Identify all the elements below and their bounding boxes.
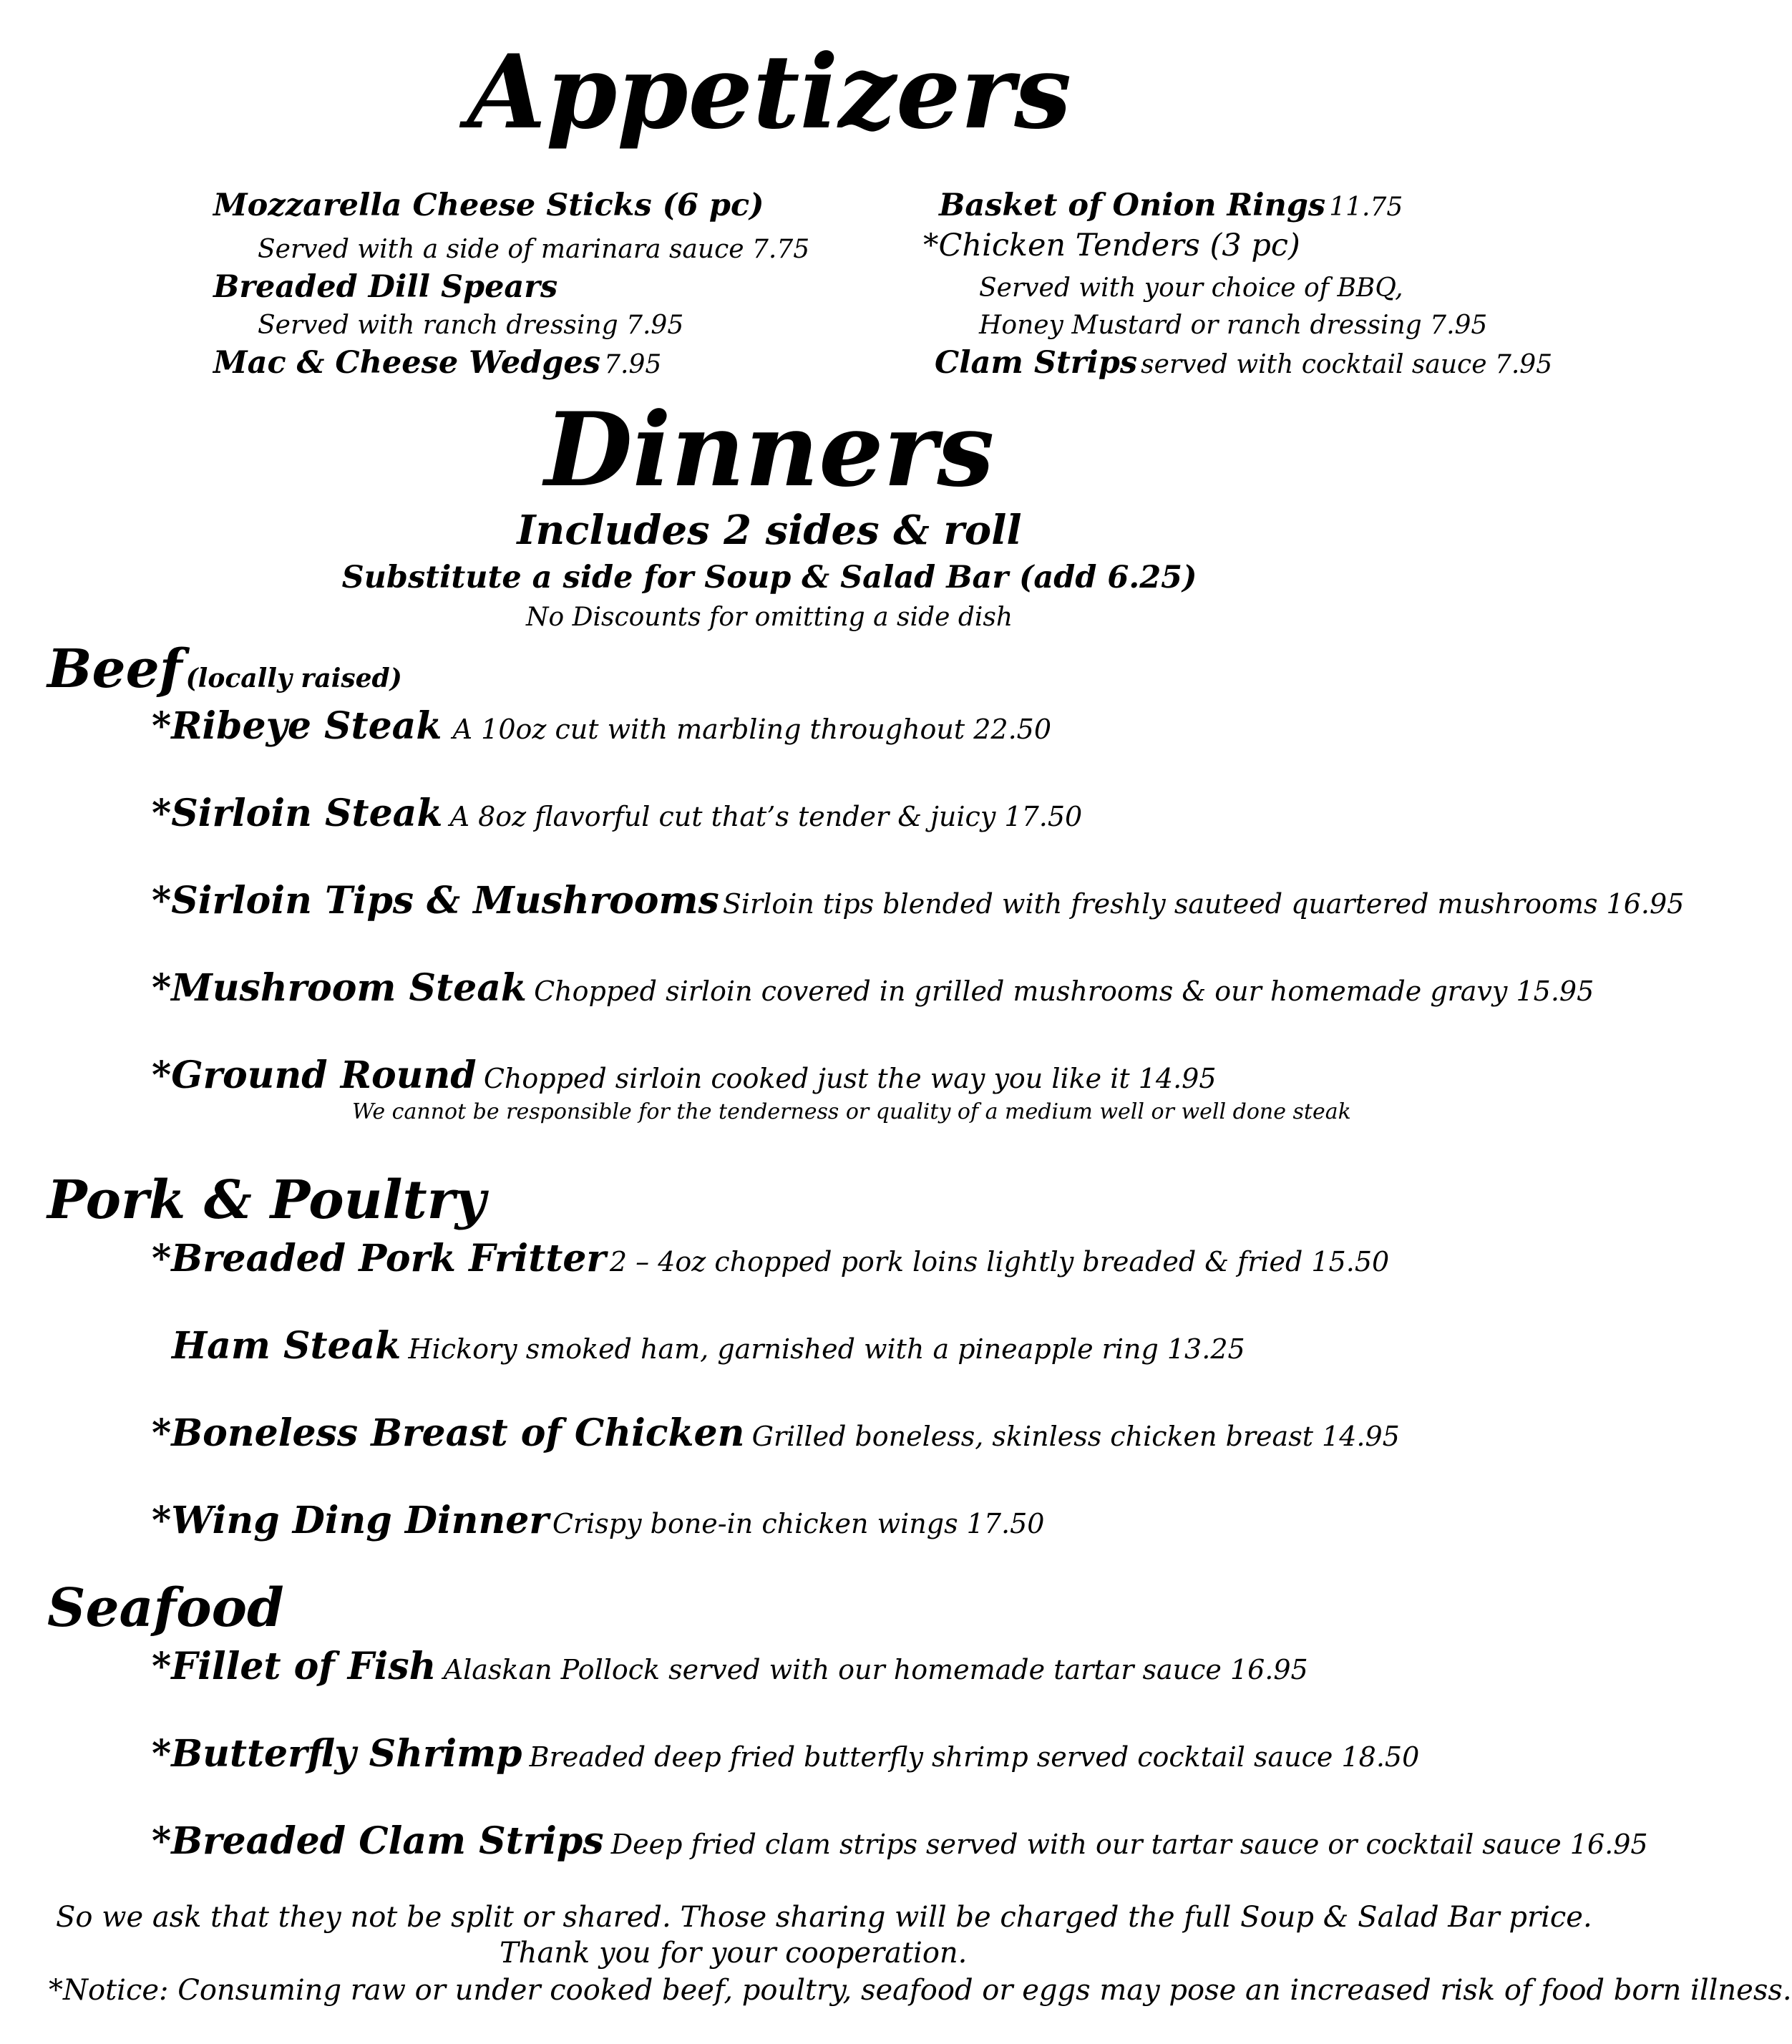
pork-poultry-item	[152, 1237, 1389, 1280]
beef-item-name: *Mushroom Steak	[152, 966, 527, 1010]
beef-item-name: *Sirloin Tips & Mushrooms	[152, 879, 719, 923]
beef-item-desc: Chopped sirloin cooked just the way you like it 14.95	[483, 1063, 1217, 1094]
beef-item-desc: A 10oz cut with marbling throughout 22.50	[452, 714, 1052, 745]
appetizers-title: Appetizers	[467, 33, 1072, 152]
appetizer-dill-name: Breaded Dill Spears	[213, 269, 558, 305]
seafood-item-desc: Breaded deep fried butterfly shrimp served cocktail sauce 18.50	[529, 1741, 1420, 1773]
dinners-no-discounts: No Discounts for omitting a side dish	[525, 603, 1013, 632]
beef-item	[152, 1053, 1217, 1097]
seafood-item-desc: Deep fried clam strips served with our tartar sauce or cocktail sauce 16.95	[610, 1829, 1648, 1860]
appetizer-mozzarella-name: Mozzarella Cheese Sticks (6 pc)	[213, 188, 764, 223]
appetizer-onion-price: 11.75	[1329, 193, 1403, 222]
beef-item	[152, 792, 1082, 835]
appetizer-clam-name: Clam Strips	[935, 345, 1138, 381]
pork-poultry-item	[172, 1324, 1245, 1368]
pork-poultry-item-desc: 2 – 4oz chopped pork loins lightly breaded & fried 15.50	[609, 1246, 1390, 1278]
dinners-title: Dinners	[544, 391, 995, 510]
dinners-includes: Includes 2 sides & roll	[517, 507, 1022, 554]
appetizer-clam-desc: served with cocktail sauce 7.95	[1141, 350, 1553, 379]
pork-poultry-item	[152, 1411, 1400, 1455]
appetizer-tenders-desc-2: Honey Mustard or ranch dressing 7.95	[979, 311, 1488, 340]
seafood-title: Seafood	[47, 1577, 284, 1639]
beef-item-name: *Ribeye Steak	[152, 704, 442, 748]
beef-title: Beef	[47, 638, 182, 700]
appetizer-mac-price: 7.95	[604, 350, 662, 379]
pork-poultry-item-name: *Boneless Breast of Chicken	[152, 1411, 745, 1455]
beef-subtitle: (locally raised)	[185, 663, 402, 694]
seafood-item	[152, 1819, 1648, 1863]
pork-poultry-item-desc: Hickory smoked ham, garnished with a pineapple ring 13.25	[408, 1333, 1245, 1365]
footer-thank-you: Thank you for your cooperation.	[500, 1937, 968, 1970]
beef-disclaimer: We cannot be responsible for the tenderness or quality of a medium well or well done steak	[352, 1099, 1351, 1124]
appetizer-dill-desc: Served with ranch dressing 7.95	[258, 311, 684, 340]
pork-poultry-item-name: *Wing Ding Dinner	[152, 1499, 549, 1542]
beef-item-name: *Ground Round	[152, 1053, 477, 1097]
footer-health-notice: *Notice: Consuming raw or under cooked beef, poultry, seafood or eggs may pose an increased risk of food born illness.	[49, 1974, 1792, 2007]
seafood-item	[152, 1732, 1419, 1776]
seafood-item-name: *Breaded Clam Strips	[152, 1819, 604, 1863]
beef-item-name: *Sirloin Steak	[152, 792, 443, 835]
appetizer-onion-name: Basket of Onion Rings	[939, 188, 1326, 223]
beef-item	[152, 879, 1684, 923]
footer-sharing-note: So we ask that they not be split or shared. Those sharing will be charged the full Soup & Salad Bar price.	[56, 1901, 1592, 1934]
appetizer-clam-strips	[935, 345, 1552, 381]
appetizer-mac-cheese	[213, 345, 661, 381]
beef-item-desc: A 8oz flavorful cut that’s tender & juicy 17.50	[449, 801, 1083, 832]
appetizer-onion-rings	[939, 188, 1403, 223]
pork-poultry-item-name: Ham Steak	[172, 1324, 401, 1368]
dinners-substitute: Substitute a side for Soup & Salad Bar (add 6.25)	[341, 560, 1197, 595]
beef-item	[152, 966, 1594, 1010]
appetizer-tenders-name: *Chicken Tenders (3 pc)	[923, 228, 1300, 263]
pork-poultry-item-name: *Breaded Pork Fritter	[152, 1237, 606, 1280]
appetizer-mozzarella-desc: Served with a side of marinara sauce 7.75	[258, 235, 810, 264]
seafood-item	[152, 1645, 1308, 1688]
beef-item-desc: Chopped sirloin covered in grilled mushrooms & our homemade gravy 15.95	[534, 975, 1594, 1007]
seafood-item-name: *Butterfly Shrimp	[152, 1732, 522, 1776]
beef-item-desc: Sirloin tips blended with freshly sauteed quartered mushrooms 16.95	[722, 888, 1685, 920]
beef-item	[152, 704, 1051, 748]
seafood-item-desc: Alaskan Pollock served with our homemade tartar sauce 16.95	[443, 1654, 1308, 1685]
pork-poultry-item	[152, 1499, 1044, 1542]
appetizer-mac-name: Mac & Cheese Wedges	[213, 345, 600, 381]
seafood-item-name: *Fillet of Fish	[152, 1645, 437, 1688]
pork-poultry-title: Pork & Poultry	[47, 1169, 486, 1231]
appetizer-tenders-desc-1: Served with your choice of BBQ,	[979, 273, 1403, 303]
beef-heading	[47, 638, 402, 700]
pork-poultry-item-desc: Grilled boneless, skinless chicken breast 14.95	[751, 1421, 1400, 1452]
pork-poultry-item-desc: Crispy bone-in chicken wings 17.50	[552, 1508, 1045, 1539]
